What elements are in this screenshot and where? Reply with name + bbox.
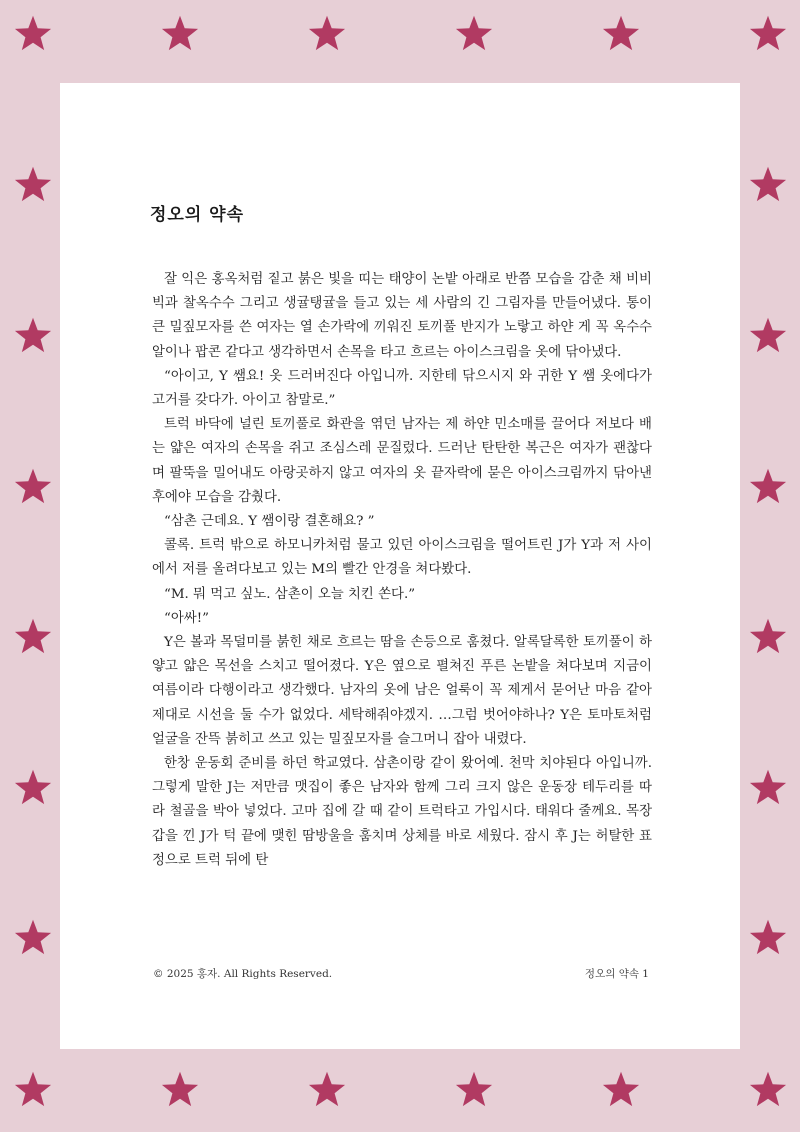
page-number-footer: 정오의 약속 1: [584, 968, 649, 980]
paragraph: “삼촌 근데요. Y 쌤이랑 결혼해요? ”: [164, 514, 375, 530]
star-icon: [749, 166, 787, 204]
paragraph: “M. 뭐 먹고 싶노. 삼촌이 오늘 치킨 쏜다.”: [164, 586, 416, 602]
copyright-footer: © 2025 홍자. All Rights Reserved.: [153, 968, 333, 980]
star-icon: [14, 618, 52, 656]
star-icon: [749, 919, 787, 957]
star-icon: [749, 769, 787, 807]
star-icon: [14, 919, 52, 957]
paragraph: 잘 익은 홍옥처럼 짙고 붉은 빛을 띠는 태양이 논밭 아래로 반쯤 모습을 감춘 채 비비빅과 찰옥수수 그리고 생귤탱귤을 들고 있는 세 사람의 긴 그림자를 만들어냈다. 통이 큰 밀짚모자를 쓴 여자는 열 손가락에 끼워진 토끼풀 반지가 노랗고 하얀 게 꼭 옥수수 알이나 팝콘 같다고 생각하면서 손목을 타고 흐르는 아이스크림을 옷에 닦아냈다.: [152, 272, 652, 360]
star-icon: [14, 166, 52, 204]
document-title: 정오의 약속: [150, 205, 245, 225]
paragraph: Y은 볼과 목덜미를 붉힌 채로 흐르는 땀을 손등으로 훔쳤다. 알록달록한 토끼풀이 하얗고 얇은 목선을 스치고 떨어졌다. Y은 옆으로 펼쳐진 푸른 논밭을 쳐다보며 지금이 여름이라 다행이라고 생각했다. 남자의 옷에 남은 얼룩이 꼭 제게서 묻어난 마음 같아 제대로 시선을 둘 수가 없었다. 세탁해줘야겠지. …그럼 벗어야하나? Y은 토마토처럼 얼굴을 잔뜩 붉히고 쓰고 있는 밀짚모자를 슬그머니 잡아 내렸다.: [152, 635, 652, 747]
paragraph: 콜록. 트럭 밖으로 하모니카처럼 물고 있던 아이스크림을 떨어트린 J가 Y과 저 사이에서 저를 올려다보고 있는 M의 빨간 안경을 쳐다봤다.: [152, 538, 652, 578]
document-body: [152, 268, 652, 873]
star-icon: [14, 15, 52, 53]
star-icon: [308, 15, 346, 53]
star-icon: [602, 15, 640, 53]
paragraph: 트럭 바닥에 널린 토끼풀로 화관을 엮던 남자는 제 하얀 민소매를 끌어다 저보다 배는 얇은 여자의 손목을 쥐고 조심스레 문질렀다. 드러난 탄탄한 복근은 여자가 괜찮다며 팔뚝을 밀어내도 아랑곳하지 않고 여자의 옷 끝자락에 묻은 아이스크림까지 닦아낸 후에야 모습을 감췄다.: [152, 417, 652, 505]
star-icon: [749, 317, 787, 355]
star-icon: [14, 468, 52, 506]
paragraph: “아싸!”: [164, 610, 209, 626]
star-icon: [14, 317, 52, 355]
star-icon: [749, 618, 787, 656]
paragraph: “아이고, Y 쌤요! 옷 드러버진다 아입니까. 지한테 닦으시지 와 귀한 Y 쌤 옷에다가 고거를 갖다가. 아이고 참말로.”: [152, 368, 652, 409]
star-icon: [161, 15, 199, 53]
star-icon: [602, 1071, 640, 1109]
paragraph: 한창 운동회 준비를 하던 학교였다. 삼촌이랑 같이 왔어예. 천막 치야된다 아입니까. 그렇게 말한 J는 저만큼 맷집이 좋은 남자와 함께 그리 크지 않은 운동장 테두리를 따라 철골을 박아 넣었다. 고마 집에 갈 때 같이 트럭타고 가입시다. 태워다 줄께요. 목장갑을 낀 J가 턱 끝에 맺힌 땀방울을 훔치며 상체를 바로 세웠다. 잠시 후 J는 허탈한 표정으로 트럭 뒤에 탄: [152, 756, 652, 868]
star-icon: [308, 1071, 346, 1109]
star-icon: [455, 15, 493, 53]
star-icon: [749, 468, 787, 506]
star-icon: [14, 1071, 52, 1109]
document-page: [60, 83, 740, 1049]
star-icon: [749, 15, 787, 53]
star-icon: [14, 769, 52, 807]
star-icon: [161, 1071, 199, 1109]
star-icon: [749, 1071, 787, 1109]
star-icon: [455, 1071, 493, 1109]
